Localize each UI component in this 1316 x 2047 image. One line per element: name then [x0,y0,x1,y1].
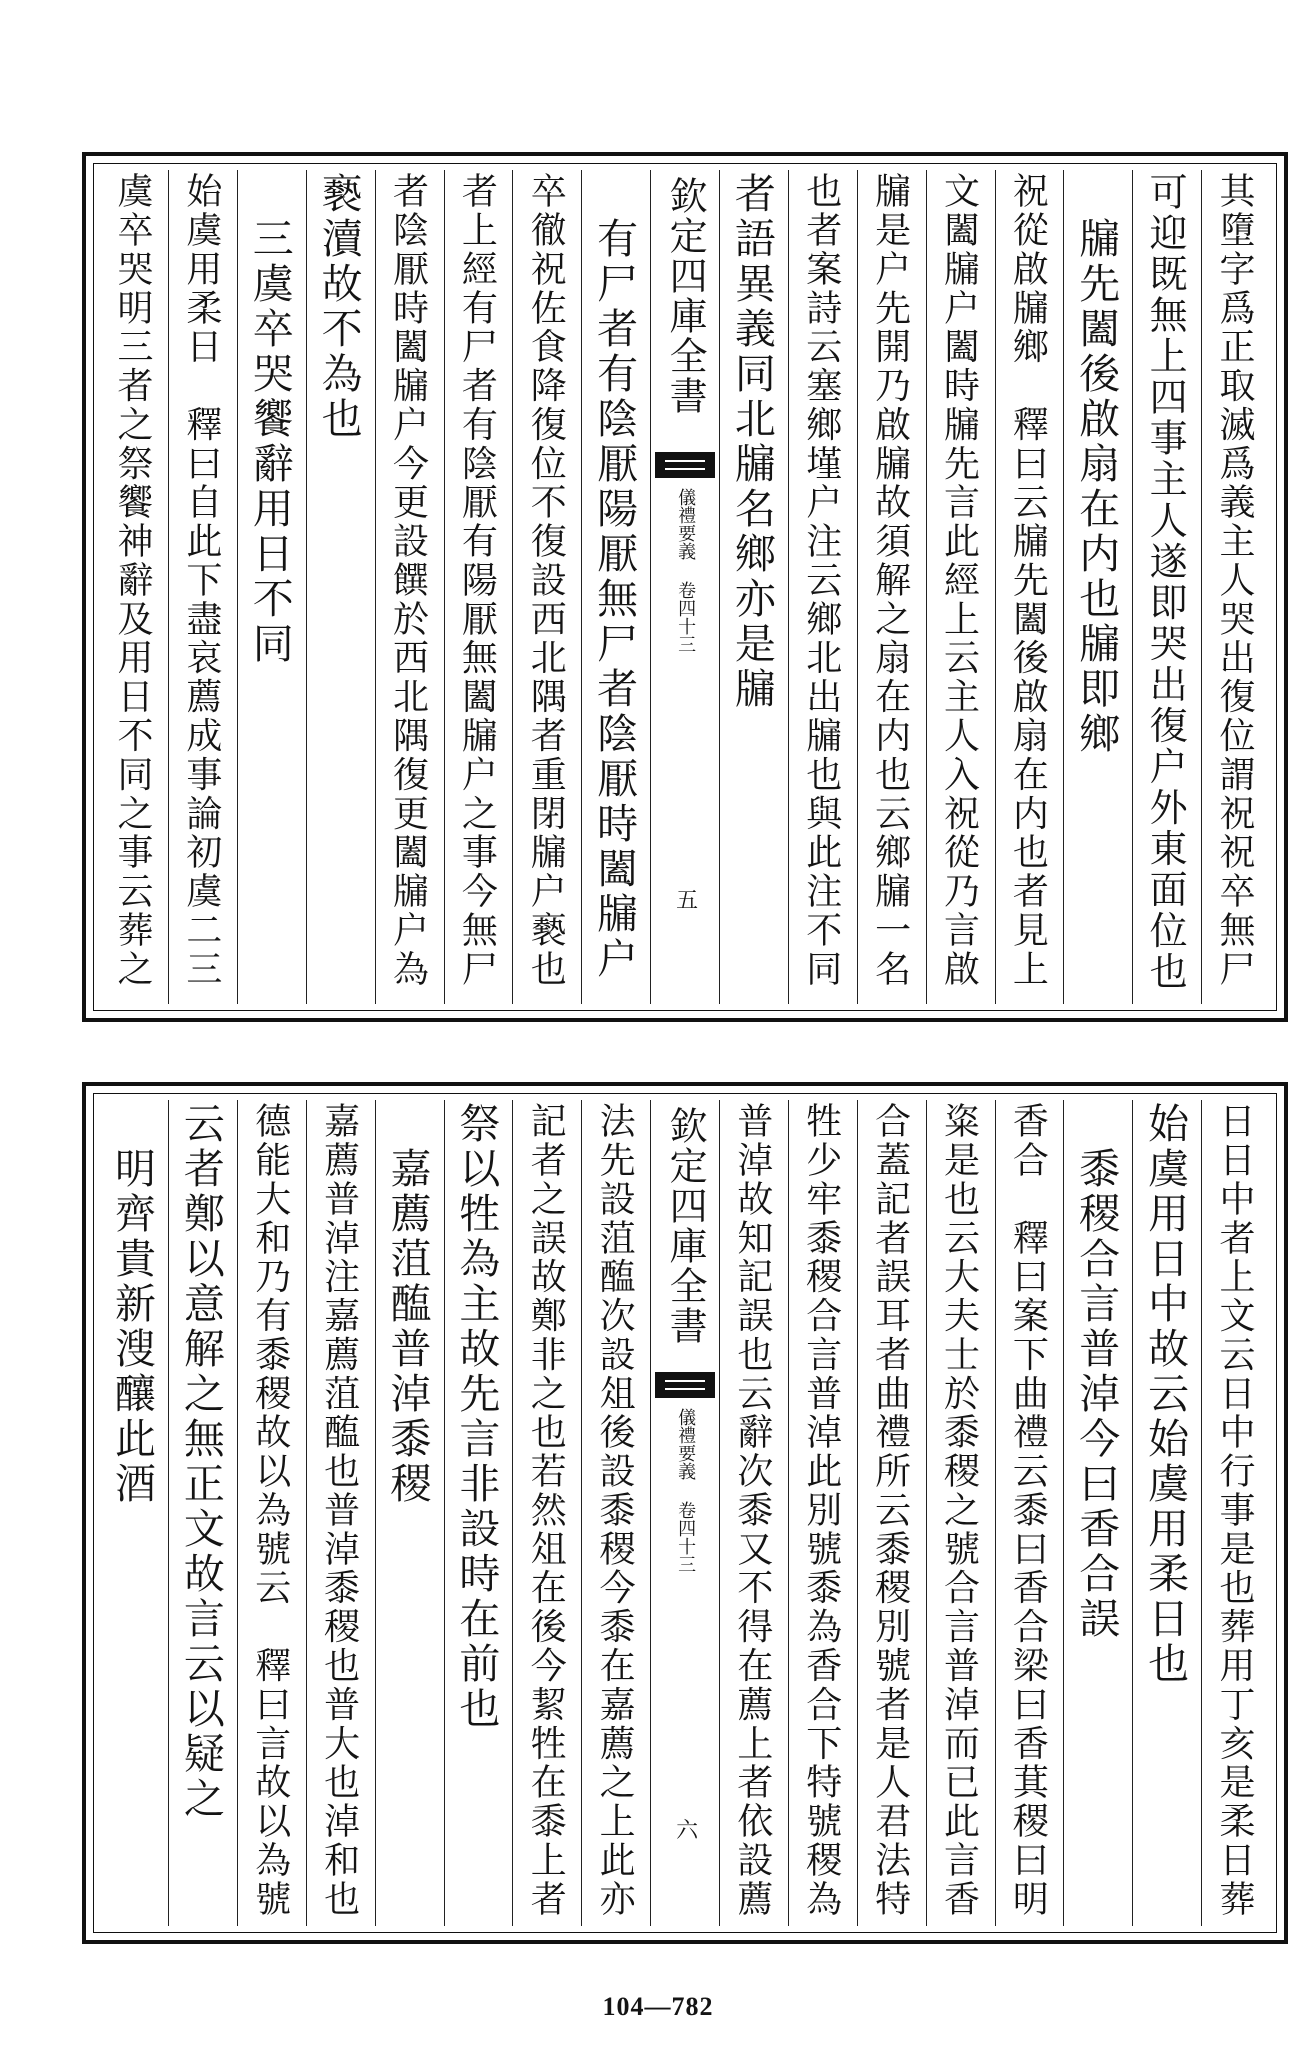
top-column-13 [306,170,375,1004]
text-line: 黍稷合言普淖今曰香合誤 [1072,1102,1121,1642]
top-banner-column [650,170,719,1004]
text-line: 始虞用柔日 釋曰自此下盡哀薦成事論初虞二三 [180,172,222,989]
bottom-column-14 [237,1100,306,1926]
top-column-9 [581,170,650,1004]
top-column-4 [995,170,1064,1004]
text-line: 可迎既無上四事主人遂即哭出復户外東面位也 [1143,172,1188,993]
banner-title: 欽定四庫全書 [663,176,708,416]
bottom-column-2 [1132,1100,1201,1926]
text-line: 文闔牖户闔時牖先言此經上云主人入祝從乃言啟 [938,172,980,989]
text-line: 始虞用日中故云始虞用柔日也 [1141,1102,1190,1687]
top-column-8 [719,170,788,1004]
text-line: 嘉薦普淖注嘉薦菹醢也普淖黍稷也普大也淖和也 [318,1102,360,1919]
text-line: 嘉薦菹醢普淖黍稷 [383,1102,432,1507]
banner-title: 欽定四庫全書 [663,1106,708,1346]
bottom-column-9 [581,1100,650,1926]
text-line: 祭以牲為主故先言非設時在前也 [452,1102,501,1732]
text-line: 者上經有尸者有陰厭有陽厭無闔牖户之事今無尸 [456,172,498,989]
top-column-7 [788,170,857,1004]
text-line: 褻瀆故不為也 [314,172,363,442]
text-line: 卒徹祝佐食降復位不復設西北隅者重閉牖户褻也 [525,172,567,989]
text-line: 祝從啟牖鄉 釋曰云牖先闔後啟扇在内也者見上 [1007,172,1049,989]
top-column-14 [237,170,306,1004]
footer-page-number: 104—782 [602,1992,714,2021]
bottom-page-frame [82,1082,1288,1944]
bottom-banner-column [650,1100,719,1926]
top-column-2 [1132,170,1201,1004]
top-column-10 [512,170,581,1004]
top-column-15 [168,170,237,1004]
text-line: 法先設菹醢次設俎後設黍稷今黍在嘉薦之上此亦 [594,1102,636,1919]
bottom-column-7 [788,1100,857,1926]
text-line: 普淖故知記誤也云辭次黍又不得在薦上者依設薦 [731,1102,773,1919]
bottom-column-13 [306,1100,375,1926]
banner-page: 五 [672,888,698,910]
top-page-columns [100,170,1270,1004]
top-banner [651,170,719,1004]
text-line: 者語異義同北牖名鄉亦是牖 [727,172,776,712]
top-column-12 [375,170,444,1004]
bottom-column-1 [1201,1100,1270,1926]
bottom-column-11 [444,1100,513,1926]
bottom-page-columns [100,1100,1270,1926]
fish-tail-mark [655,1372,715,1398]
text-line: 者陰厭時闔牖户今更設饌於西北隅復更闔牖户為 [387,172,429,989]
bottom-column-16 [100,1100,168,1926]
banner-volume: 儀禮要義 卷四十三 [675,488,697,653]
banner-page: 六 [672,1818,698,1840]
bottom-column-8 [719,1100,788,1926]
top-column-6 [857,170,926,1004]
text-line: 也者案詩云塞鄉墐户注云鄉北出牖也與此注不同 [800,172,842,989]
text-line: 合蓋記者誤耳者曲禮所云黍稷別號者是人君法特 [869,1102,911,1919]
bottom-column-10 [512,1100,581,1926]
bottom-column-3 [1063,1100,1132,1926]
top-column-5 [926,170,995,1004]
bottom-column-12 [375,1100,444,1926]
top-column-16 [100,170,168,1004]
text-line: 德能大和乃有黍稷故以為號云 釋曰言故以為號 [249,1102,291,1919]
top-page-frame [82,152,1288,1022]
banner-volume: 儀禮要義 卷四十三 [675,1408,697,1573]
text-line: 牖先闔後啟扇在内也牖即鄉 [1072,172,1121,757]
text-line: 粢是也云大夫士於黍稷之號合言普淖而已此言香 [938,1102,980,1919]
text-line: 有尸者有陰厭陽厭無尸者陰厭時闔牖户 [590,172,639,982]
text-line: 記者之誤故鄭非之也若然俎在後今絜牲在黍上者 [525,1102,567,1919]
bottom-column-15 [168,1100,237,1926]
text-line: 牖是户先開乃啟牖故須解之扇在内也云鄉牖一名 [869,172,911,989]
bottom-column-6 [857,1100,926,1926]
text-line: 牲少牢黍稷合言普淖此別號黍為香合下特號稷為 [800,1102,842,1919]
text-line: 香合 釋曰案下曲禮云黍曰香合梁曰香萁稷曰明 [1007,1102,1049,1919]
top-column-1 [1201,170,1270,1004]
bottom-column-4 [995,1100,1064,1926]
text-line: 虞卒哭明三者之祭饗神辭及用日不同之事云葬之 [112,172,153,989]
fish-tail-mark [655,452,715,478]
text-line: 日日中者上文云日中行事是也葬用丁亥是柔日葬 [1214,1102,1255,1919]
top-column-3 [1063,170,1132,1004]
bottom-column-5 [926,1100,995,1926]
text-line: 明齊貴新溲釀此酒 [108,1102,156,1507]
text-line: 三虞卒哭饗辭用日不同 [245,172,294,667]
text-line: 其墮字爲正取滅爲義主人哭出復位謂祝祝卒無尸 [1214,172,1255,989]
top-column-11 [444,170,513,1004]
bottom-banner [651,1100,719,1926]
text-line: 云者鄭以意解之無正文故言云以疑之 [176,1102,225,1822]
